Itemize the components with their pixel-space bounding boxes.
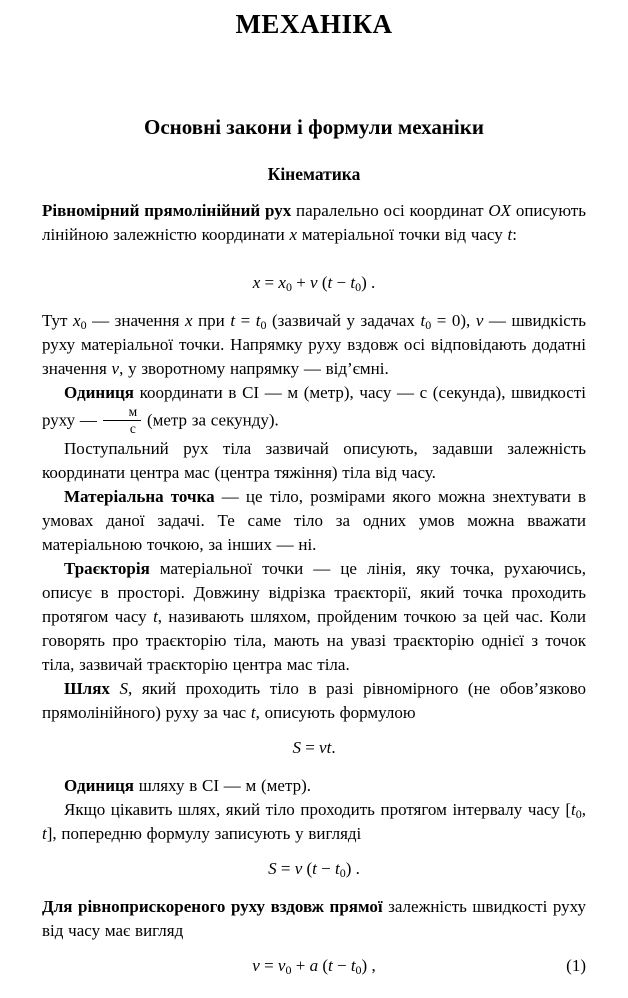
text-run: описують лінійною залежністю координати: [42, 200, 586, 244]
paragraph-uniformly-accelerated: [42, 895, 586, 943]
text-run: (: [317, 272, 328, 292]
paragraph-path: [42, 677, 586, 725]
text-run: (зазвичай у задачах: [266, 310, 421, 330]
fraction-numerator: м: [103, 405, 142, 422]
text-run: =: [235, 310, 256, 330]
math-variable: t: [334, 859, 340, 879]
math-variable: t: [250, 703, 256, 723]
subscript: 0: [355, 963, 362, 978]
subscript: 0: [575, 807, 582, 822]
formula-velocity-vs-time: [42, 953, 586, 979]
math-variable: t: [350, 272, 356, 292]
bold-lead-text: Рівномірний прямолінійний рух: [42, 200, 297, 220]
math-variable: x: [252, 272, 261, 292]
math-variable: t: [420, 310, 426, 330]
subscript: 0: [285, 279, 292, 294]
bold-lead-text: Одиниця: [64, 776, 139, 796]
text-run: ], попередню формулу записують у вигляді: [46, 824, 362, 844]
math-variable: t: [255, 310, 261, 330]
paragraph-translational-motion: [42, 437, 586, 485]
text-run: .: [331, 738, 336, 758]
text-run: — значення: [86, 310, 185, 330]
text-run: Поступальний рух тіла зазвичай описують, задавши залежність координати центра мас (центра тяжіння) тіла від часу.: [42, 439, 586, 483]
subscript: 0: [425, 317, 432, 332]
section-title: Основні закони і формули механіки: [144, 115, 484, 140]
math-variable: t: [350, 956, 356, 976]
paragraph-trajectory: [42, 557, 586, 677]
formula-path-interval: [42, 856, 586, 882]
text-run: шляху в СІ — м (метр).: [138, 776, 312, 796]
math-variable: t: [327, 956, 333, 976]
formula-body: [252, 956, 376, 978]
math-variable: S: [268, 859, 277, 879]
paragraph-path-interval: [42, 798, 586, 846]
math-variable: t: [507, 224, 513, 244]
fraction-denominator: с: [129, 421, 136, 437]
text-run: (: [302, 859, 313, 879]
text-run: ) .: [345, 859, 360, 879]
text-run: координати в СІ — м (метр), часу — с (секунда), швидкості руху —: [42, 382, 586, 429]
text-run: ) .: [361, 272, 376, 292]
bold-lead-text: Шлях: [64, 679, 120, 699]
math-variable: x: [289, 224, 298, 244]
math-variable: t: [42, 824, 47, 844]
subscript: 0: [355, 279, 362, 294]
bold-lead-text: Для рівноприскореного руху вздовж прямої: [42, 897, 389, 917]
text-run: , описують формулою: [255, 703, 416, 723]
text-run: Якщо цікавить шлях, який тіло проходить протягом інтервалу часу [: [64, 800, 572, 820]
text-run: +: [291, 956, 310, 976]
text-run: −: [332, 272, 351, 292]
subsection-title: Кінематика: [267, 163, 361, 184]
math-variable: v: [111, 358, 120, 378]
math-variable: S: [292, 738, 301, 758]
math-variable: vt: [319, 738, 332, 758]
math-variable: t: [327, 272, 333, 292]
text-run: =: [276, 859, 295, 879]
subscript: 0: [285, 963, 292, 978]
paragraph-material-point: [42, 485, 586, 557]
paragraph-unit-of-coordinate: [42, 381, 586, 438]
text-run: =: [300, 738, 320, 758]
text-run: матеріальної точки від часу: [297, 224, 508, 244]
math-variable: x: [184, 310, 193, 330]
math-variable: t: [153, 607, 158, 627]
text-run: ) ,: [361, 956, 376, 976]
text-run: при: [192, 310, 231, 330]
math-variable: t: [230, 310, 236, 330]
bold-lead-text: Матеріальна точка: [64, 487, 215, 507]
text-run: , у зворотному напрямку — від’ємні.: [119, 358, 389, 378]
math-variable: v: [252, 956, 260, 976]
text-run: — швидкість руху матеріальної точки. Напрямку руху вздовж осі відповідають додатні значення: [42, 310, 587, 378]
paragraph-unit-of-path: [42, 774, 586, 798]
subscript: 0: [260, 317, 267, 332]
subscript: 0: [80, 317, 87, 332]
text-run: , називають шляхом, пройденим точкою за цей час. Коли говорять про траєкторію тіла, мають на увазі траєкторію однієї з точок тіла, зазвичай траєкторію центра мас тіла.: [42, 607, 586, 675]
paragraph-notation-explanation: [42, 309, 586, 381]
text-run: залежність швидкості руху від часу має вигляд: [42, 897, 586, 941]
bold-lead-text: Траєкторія: [64, 559, 150, 579]
math-variable: t: [571, 800, 576, 820]
math-variable: v: [310, 272, 318, 292]
math-variable: v: [475, 310, 484, 330]
text-run: (: [318, 956, 328, 976]
text-run: , який проходить тіло в разі рівномірного (не обов’язково прямолінійного) руху за час: [42, 679, 586, 723]
math-variable: t: [312, 859, 317, 879]
math-variable: x: [278, 272, 286, 292]
math-variable: OX: [488, 200, 512, 220]
text-run: =: [260, 272, 279, 292]
formula-coordinate-vs-time: [42, 270, 586, 296]
text-run: — це тіло, розмірами якого можна знехтувати в умовах даної задачі. Те саме тіло за одних умов можна вважати матеріальною точкою, за інших — ні.: [42, 487, 586, 555]
subscript: 0: [339, 866, 346, 881]
text-run: :: [512, 224, 517, 244]
math-variable: x: [73, 310, 81, 330]
math-variable: v: [277, 956, 286, 976]
text-run: ,: [581, 800, 586, 820]
text-run: Тут: [42, 310, 74, 330]
inline-fraction: [103, 405, 142, 438]
text-run: матеріальної точки — це лінія, яку точка, рухаючись, описує в просторі. Довжину відрізка траєкторії, який точка проходить протягом часу: [42, 559, 586, 627]
text-run: =: [259, 956, 278, 976]
text-run: (метр за секунду).: [142, 409, 279, 429]
text-run: паралельно осі координат: [296, 200, 489, 220]
equation-number: (1): [566, 956, 586, 976]
math-variable: a: [309, 956, 319, 976]
text-run: +: [291, 272, 311, 292]
text-run: −: [332, 956, 351, 976]
paragraph-uniform-motion: [42, 199, 586, 247]
math-variable: v: [294, 859, 303, 879]
formula-path: [42, 735, 586, 761]
body-text: [42, 199, 586, 980]
bold-lead-text: Одиниця: [64, 382, 140, 402]
math-variable: S: [119, 679, 128, 699]
chapter-title: МЕХАНІКА: [235, 9, 393, 39]
text-run: −: [316, 859, 335, 879]
text-run: = 0),: [431, 310, 476, 330]
